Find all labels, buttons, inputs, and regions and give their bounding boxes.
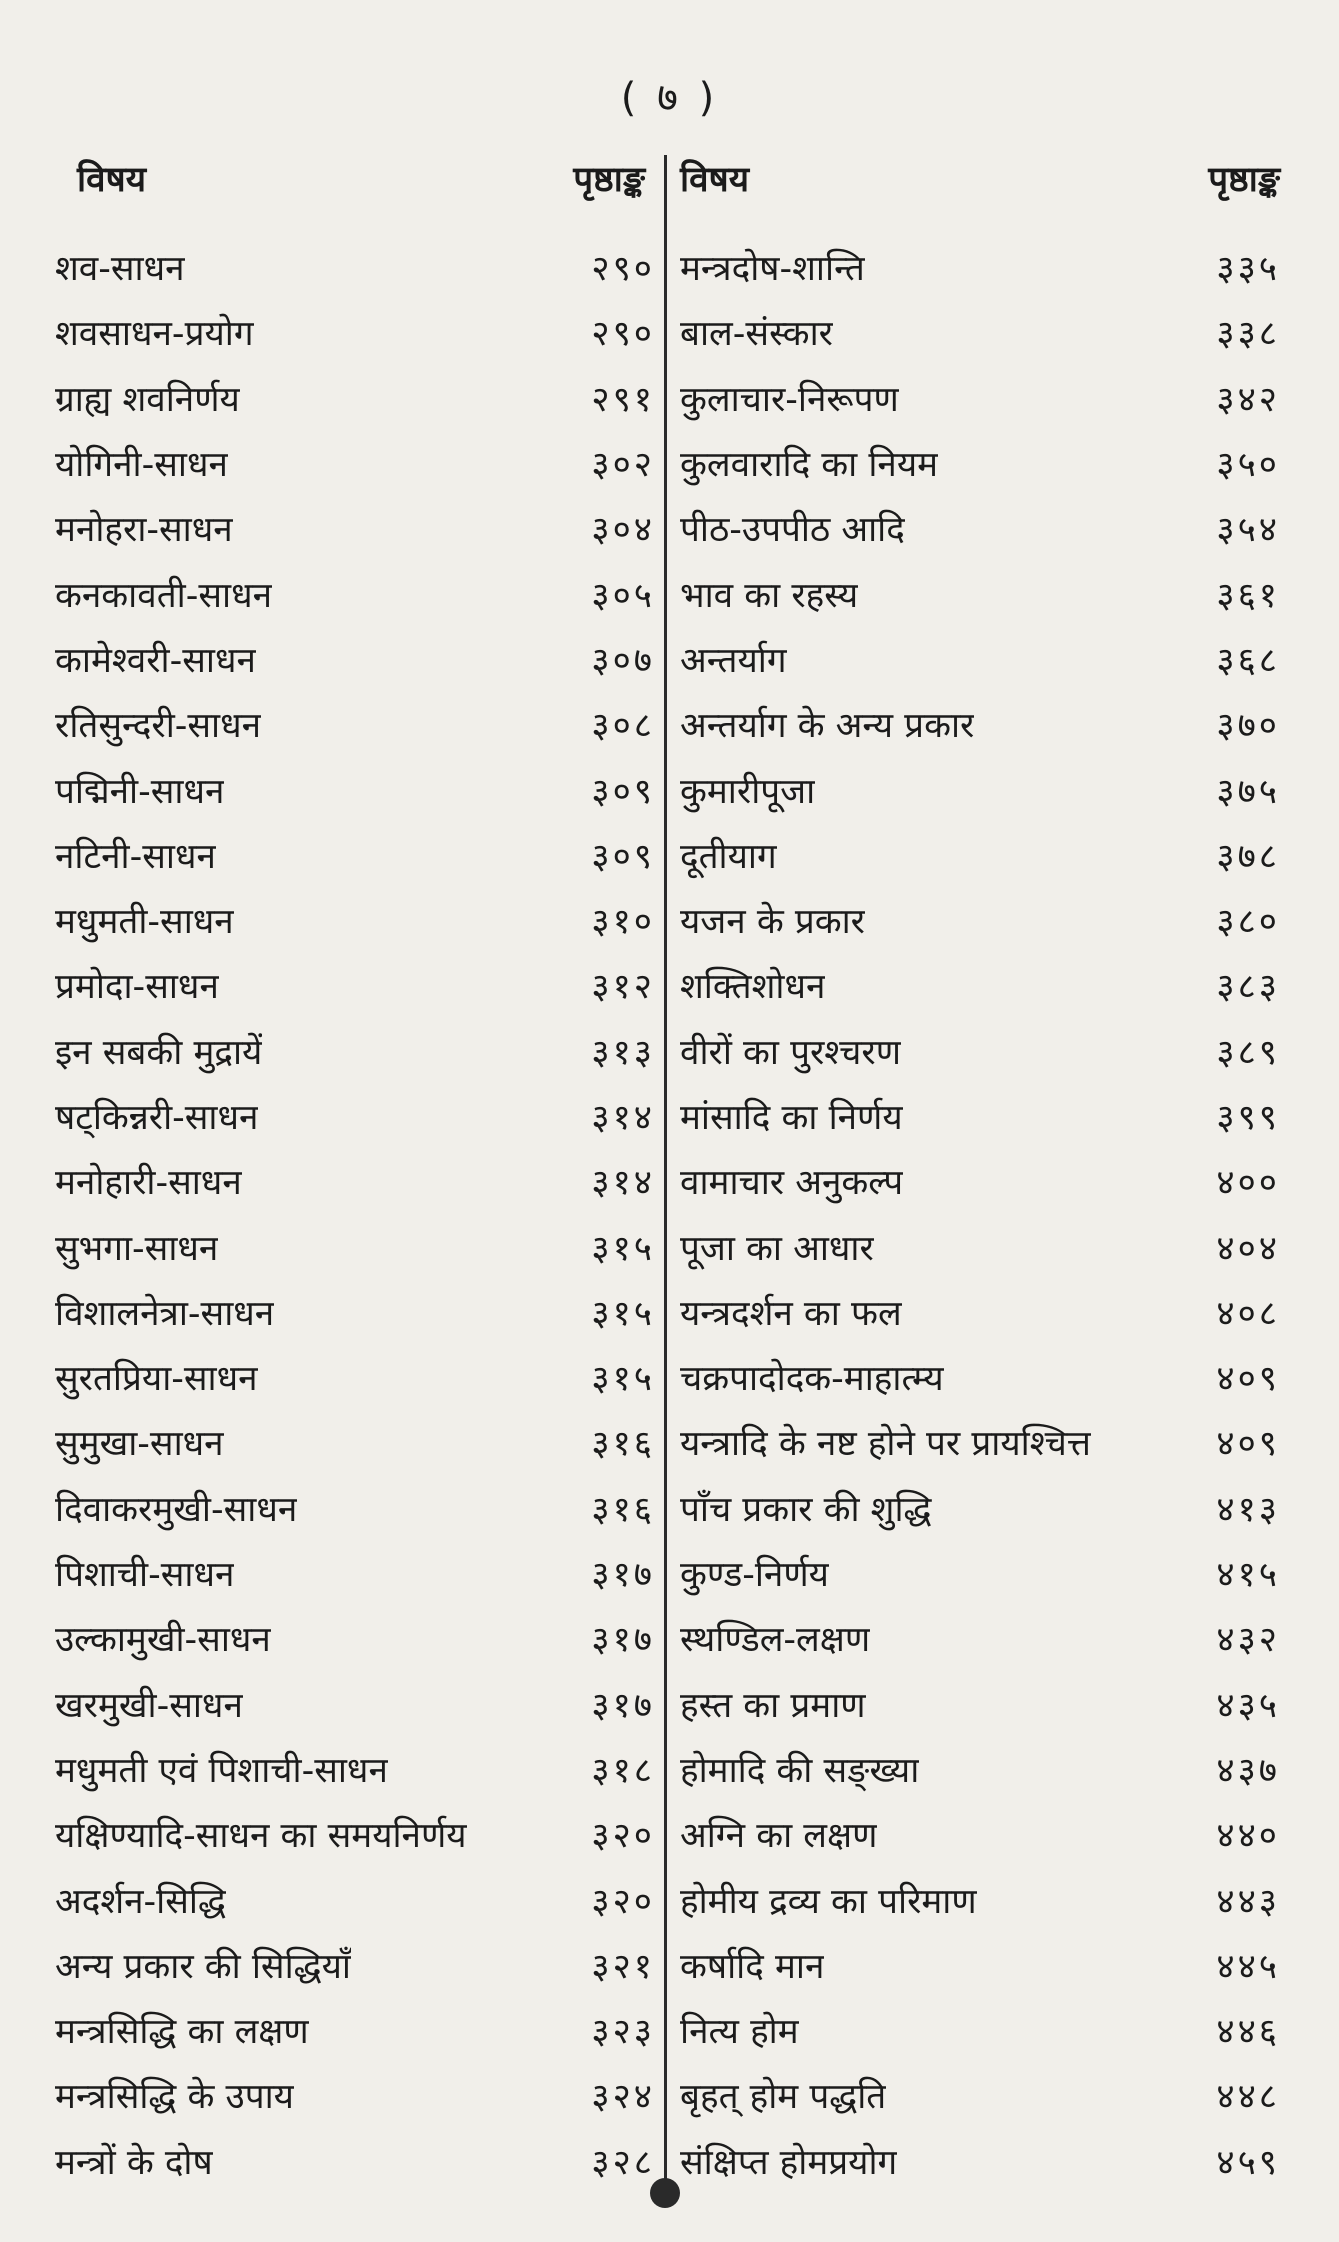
entry-page-number: २९१ — [591, 379, 655, 420]
index-entry — [55, 1802, 655, 1867]
column-divider — [664, 155, 667, 2190]
index-entry — [680, 2063, 1280, 2128]
index-entry — [680, 1149, 1280, 1214]
index-entry — [680, 823, 1280, 888]
entry-page-number: ४०० — [1216, 1163, 1280, 1204]
entry-topic: खरमुखी-साधन — [55, 1685, 243, 1726]
entry-page-number: ४०४ — [1216, 1228, 1280, 1269]
page-header: पृष्ठाङ्क — [1208, 160, 1280, 200]
index-entry — [55, 300, 655, 365]
index-entry — [55, 1149, 655, 1214]
entry-page-number: ३६१ — [1216, 575, 1280, 616]
index-entry — [680, 692, 1280, 757]
index-entry — [55, 2129, 655, 2194]
entry-topic: पूजा का आधार — [680, 1228, 874, 1269]
entry-page-number: ३१७ — [591, 1620, 655, 1661]
entry-topic: कनकावती-साधन — [55, 575, 273, 616]
entry-page-number: ३१६ — [591, 1489, 655, 1530]
index-entry — [680, 627, 1280, 692]
entry-topic: योगिनी-साधन — [55, 445, 228, 486]
index-entry — [55, 366, 655, 431]
entry-topic: सुभगा-साधन — [55, 1228, 219, 1269]
page-header: पृष्ठाङ्क — [573, 160, 645, 200]
entry-topic: कुलवारादि का नियम — [680, 445, 939, 486]
index-entry — [55, 1019, 655, 1084]
index-entry — [55, 823, 655, 888]
entry-page-number: ४३२ — [1216, 1620, 1280, 1661]
entry-page-number: ३८० — [1216, 902, 1280, 943]
entry-topic: दूतीयाग — [680, 836, 777, 877]
index-entry — [55, 1867, 655, 1932]
entry-page-number: ३१७ — [591, 1555, 655, 1596]
left-column-header — [55, 155, 655, 235]
entry-page-number: ४५९ — [1216, 2142, 1280, 2183]
entry-topic: स्थण्डिल-लक्षण — [680, 1620, 871, 1661]
entry-topic: मनोहारी-साधन — [55, 1163, 242, 1204]
index-entry — [680, 2129, 1280, 2194]
entry-page-number: ३१६ — [591, 1424, 655, 1465]
right-column-header — [680, 155, 1280, 235]
entry-topic: कुलाचार-निरूपण — [680, 379, 899, 420]
index-entry — [680, 1541, 1280, 1606]
entry-page-number: ३९९ — [1216, 1098, 1280, 1138]
index-entry — [55, 692, 655, 757]
entry-page-number: २९० — [591, 314, 655, 355]
index-entry — [680, 1345, 1280, 1410]
index-entry — [680, 561, 1280, 626]
index-entry — [55, 1345, 655, 1410]
entry-page-number: ३५४ — [1216, 510, 1280, 551]
index-entry — [680, 300, 1280, 365]
index-entry — [55, 1280, 655, 1345]
entry-topic: मन्त्रसिद्धि का लक्षण — [55, 2012, 309, 2053]
entry-page-number: ३६८ — [1216, 640, 1280, 681]
index-entry — [680, 1084, 1280, 1149]
entry-page-number: ४०९ — [1216, 1359, 1280, 1400]
entry-topic: कर्षादि मान — [680, 1946, 825, 1987]
entry-topic: दिवाकरमुखी-साधन — [55, 1489, 298, 1530]
entry-page-number: ३४२ — [1216, 379, 1280, 420]
index-entry — [55, 1084, 655, 1149]
entry-page-number: ३२१ — [591, 1946, 655, 1987]
index-entry — [55, 496, 655, 561]
entry-page-number: ४४० — [1216, 1816, 1280, 1857]
entry-topic: चक्रपादोदक-माहात्म्य — [680, 1359, 944, 1400]
right-column — [680, 155, 1280, 2194]
entry-page-number: ४०९ — [1216, 1424, 1280, 1465]
entry-topic: शक्तिशोधन — [680, 967, 826, 1008]
entry-page-number: ३८९ — [1216, 1032, 1280, 1073]
entry-topic: पिशाची-साधन — [55, 1555, 235, 1596]
index-entry — [55, 757, 655, 822]
entry-page-number: ३१३ — [591, 1032, 655, 1073]
entry-topic: अदर्शन-सिद्धि — [55, 1881, 226, 1922]
entry-topic: प्रमोदा-साधन — [55, 967, 219, 1008]
entry-topic: होमीय द्रव्य का परिमाण — [680, 1881, 977, 1922]
right-entry-list — [680, 235, 1280, 2194]
entry-page-number: ४४५ — [1216, 1946, 1280, 1987]
entry-topic: मनोहरा-साधन — [55, 510, 233, 551]
entry-page-number: ३२८ — [591, 2142, 655, 2183]
left-column — [55, 155, 655, 2194]
entry-topic: कुमारीपूजा — [680, 771, 816, 812]
index-entry — [680, 1606, 1280, 1671]
entry-topic: शव-साधन — [55, 249, 185, 290]
entry-page-number: ३२४ — [591, 2077, 655, 2118]
left-entry-list — [55, 235, 655, 2194]
topic-header: विषय — [680, 160, 750, 200]
entry-page-number: ४१५ — [1216, 1555, 1280, 1596]
entry-topic: बाल-संस्कार — [680, 314, 833, 355]
entry-topic: नित्य होम — [680, 2012, 799, 2053]
index-entry — [680, 1998, 1280, 2063]
entry-page-number: ३७८ — [1216, 836, 1280, 877]
entry-page-number: ३०२ — [591, 445, 655, 486]
entry-page-number: ३०५ — [591, 575, 655, 616]
index-entry — [680, 1280, 1280, 1345]
entry-page-number: ३१० — [591, 902, 655, 943]
entry-topic: यक्षिण्यादि-साधन का समयनिर्णय — [55, 1816, 467, 1857]
page-number: ( ७ ) — [620, 75, 719, 121]
entry-page-number: २९० — [591, 249, 655, 290]
entry-topic: यजन के प्रकार — [680, 902, 866, 943]
index-entry — [680, 888, 1280, 953]
index-entry — [55, 953, 655, 1018]
index-entry — [680, 496, 1280, 561]
entry-topic: वीरों का पुरश्चरण — [680, 1032, 902, 1073]
entry-page-number: ४४३ — [1216, 1881, 1280, 1922]
entry-page-number: ४०८ — [1216, 1293, 1280, 1334]
index-entry — [680, 1410, 1280, 1475]
index-entry — [55, 2063, 655, 2128]
entry-page-number: ३१२ — [591, 967, 655, 1008]
entry-topic: यन्त्रादि के नष्ट होने पर प्रायश्चित्त — [680, 1424, 1091, 1465]
entry-page-number: ३०७ — [591, 640, 655, 681]
index-entry — [55, 1214, 655, 1279]
index-entry — [55, 1672, 655, 1737]
index-entry — [680, 953, 1280, 1018]
entry-topic: मन्त्रों के दोष — [55, 2142, 213, 2183]
index-entry — [680, 1802, 1280, 1867]
index-entry — [680, 757, 1280, 822]
entry-page-number: ३८३ — [1216, 967, 1280, 1008]
index-entry — [680, 1933, 1280, 1998]
entry-page-number: ३१४ — [591, 1163, 655, 1204]
entry-topic: पद्मिनी-साधन — [55, 771, 225, 812]
index-entry — [680, 366, 1280, 431]
entry-topic: भाव का रहस्य — [680, 575, 859, 616]
topic-header: विषय — [77, 160, 147, 200]
entry-topic: मन्त्रसिद्धि के उपाय — [55, 2077, 294, 2118]
entry-page-number: ४४६ — [1216, 2012, 1280, 2053]
entry-topic: बृहत् होम पद्धति — [680, 2077, 887, 2118]
entry-page-number: ३३८ — [1216, 314, 1280, 355]
index-entry — [55, 561, 655, 626]
entry-page-number: ४४८ — [1216, 2077, 1280, 2118]
entry-topic: अन्तर्याग के अन्य प्रकार — [680, 706, 975, 747]
entry-topic: होमादि की सङ्ख्या — [680, 1750, 920, 1791]
index-entry — [680, 1019, 1280, 1084]
entry-page-number: ३०९ — [591, 836, 655, 877]
entry-topic: सुरतप्रिया-साधन — [55, 1359, 258, 1400]
index-entry — [55, 1998, 655, 2063]
index-entry — [55, 235, 655, 300]
entry-page-number: ३३५ — [1216, 249, 1280, 290]
entry-topic: रतिसुन्दरी-साधन — [55, 706, 262, 747]
entry-page-number: ३२० — [591, 1881, 655, 1922]
entry-topic: विशालनेत्रा-साधन — [55, 1293, 275, 1334]
index-entry — [680, 1476, 1280, 1541]
entry-page-number: ३०८ — [591, 706, 655, 747]
index-entry — [680, 1672, 1280, 1737]
entry-page-number: ३१५ — [591, 1228, 655, 1269]
entry-topic: संक्षिप्त होमप्रयोग — [680, 2142, 898, 2183]
entry-topic: षट्किन्नरी-साधन — [55, 1098, 259, 1138]
entry-topic: यन्त्रदर्शन का फल — [680, 1293, 902, 1334]
entry-topic: मांसादि का निर्णय — [680, 1098, 903, 1138]
entry-page-number: ३१७ — [591, 1685, 655, 1726]
entry-page-number: ४३५ — [1216, 1685, 1280, 1726]
entry-topic: मधुमती एवं पिशाची-साधन — [55, 1750, 388, 1791]
index-entry — [55, 1410, 655, 1475]
entry-topic: पीठ-उपपीठ आदि — [680, 510, 905, 551]
entry-topic: अन्य प्रकार की सिद्धियाँ — [55, 1946, 351, 1987]
entry-page-number: ४१३ — [1216, 1489, 1280, 1530]
entry-page-number: ३७० — [1216, 706, 1280, 747]
entry-topic: उल्कामुखी-साधन — [55, 1620, 271, 1661]
entry-page-number: ३२३ — [591, 2012, 655, 2053]
index-entry — [680, 1867, 1280, 1932]
entry-topic: मधुमती-साधन — [55, 902, 234, 943]
entry-topic: हस्त का प्रमाण — [680, 1685, 866, 1726]
index-entry — [680, 431, 1280, 496]
entry-page-number: ३१५ — [591, 1293, 655, 1334]
index-entry — [55, 1606, 655, 1671]
entry-page-number: ३१८ — [591, 1750, 655, 1791]
entry-topic: सुमुखा-साधन — [55, 1424, 224, 1465]
index-entry — [680, 235, 1280, 300]
index-entry — [55, 888, 655, 953]
entry-topic: इन सबकी मुद्रायें — [55, 1032, 263, 1073]
entry-page-number: ३७५ — [1216, 771, 1280, 812]
entry-page-number: ३१४ — [591, 1098, 655, 1138]
entry-topic: शवसाधन-प्रयोग — [55, 314, 254, 355]
entry-topic: कुण्ड-निर्णय — [680, 1555, 829, 1596]
entry-page-number: ३१५ — [591, 1359, 655, 1400]
entry-topic: मन्त्रदोष-शान्ति — [680, 249, 865, 290]
entry-topic: अन्तर्याग — [680, 640, 787, 681]
index-entry — [55, 431, 655, 496]
entry-topic: पाँच प्रकार की शुद्धि — [680, 1489, 932, 1530]
entry-topic: अग्नि का लक्षण — [680, 1816, 878, 1857]
entry-page-number: ३०४ — [591, 510, 655, 551]
entry-topic: नटिनी-साधन — [55, 836, 216, 877]
index-entry — [55, 1541, 655, 1606]
divider-end-dot — [650, 2178, 680, 2208]
entry-page-number: ३०९ — [591, 771, 655, 812]
index-entry — [680, 1214, 1280, 1279]
entry-topic: वामाचार अनुकल्प — [680, 1163, 904, 1204]
entry-page-number: ४३७ — [1216, 1750, 1280, 1791]
entry-page-number: ३२० — [591, 1816, 655, 1857]
index-entry — [55, 1476, 655, 1541]
index-entry — [55, 627, 655, 692]
entry-page-number: ३५० — [1216, 445, 1280, 486]
index-entry — [55, 1737, 655, 1802]
index-entry — [680, 1737, 1280, 1802]
entry-topic: ग्राह्य शवनिर्णय — [55, 379, 240, 420]
index-entry — [55, 1933, 655, 1998]
entry-topic: कामेश्वरी-साधन — [55, 640, 256, 681]
